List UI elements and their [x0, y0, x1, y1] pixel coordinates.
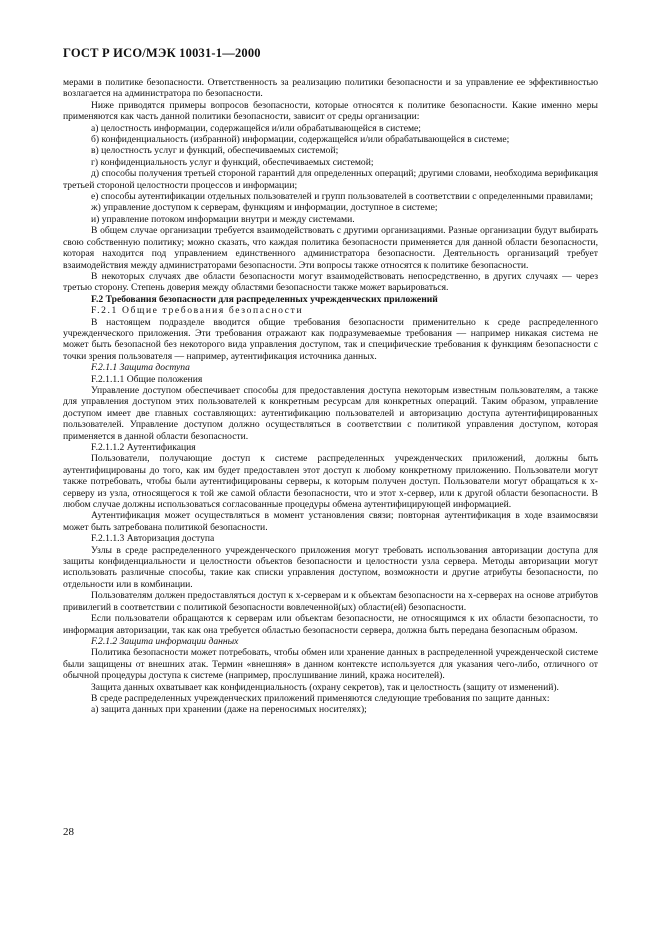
paragraph: В некоторых случаях две области безопасности могут взаимодействовать непосредственно, в других случаях — через третью сторону. Степень доверия между областями безопасности также может варьироваться. [63, 270, 598, 294]
list-item: е) способы аутентификации отдельных пользователей и групп пользователей в соответствии с определенными правилами; [91, 191, 594, 203]
subsection-heading: F.2.1.2 Защита информации данных [91, 635, 239, 647]
list-item: и) управление потоком информации внутри и между системами. [91, 213, 355, 225]
paragraph: Аутентификация может осуществляться в момент установления связи; повторная аутентификация в ходе взаимосвязи может быть затребована политикой безопасности. [63, 510, 598, 533]
list-item: г) конфиденциальность услуг и функций, обеспечиваемых системой; [91, 156, 374, 168]
page-header: ГОСТ Р ИСО/МЭК 10031-1—2000 [63, 46, 261, 60]
list-item: а) защита данных при хранении (даже на переносимых носителях); [91, 704, 367, 716]
list-item: б) конфиденциальность (избранной) информации, содержащейся и/или обрабатывающейся в системе; [91, 134, 510, 146]
paragraph: мерами в политике безопасности. Ответственность за реализацию политики безопасности и за управление ее эффективностью возлагается на администратора по безопасности. [63, 77, 598, 100]
paragraph: В среде распределенных учрежденческих приложений применяются следующие требования по защите данных: [91, 692, 550, 704]
document-body [63, 77, 598, 716]
paragraph: Узлы в среде распределенного учрежденческого приложения могут требовать использования авторизации доступа для защиты конфиденциальности и целостности объектов безопасности и целостности узла сервера. Методы авторизации могут использовать различные способы, такие как списки управления доступом, возможности и другие атрибуты безопасности, по отдельности или в комбинации. [63, 544, 598, 590]
subsection-heading: F.2.1.1 Защита доступа [91, 362, 190, 374]
paragraph: Ниже приводятся примеры вопросов безопасности, которые относятся к политике безопасности. Какие именно меры применяются как часть данной политики безопасности, зависит от среды организации: [63, 99, 598, 123]
page-number: 28 [63, 826, 74, 838]
list-item: ж) управление доступом к серверам, функциям и информации, доступное в системе; [91, 202, 438, 214]
paragraph: Защита данных охватывает как конфиденциальность (охрану секретов), так и целостность (защиту от изменений). [91, 681, 559, 693]
section-heading: F.2 Требования безопасности для распределенных учрежденческих приложений [91, 293, 438, 305]
paragraph: Если пользователи обращаются к серверам или объектам безопасности, не относящимся к их области безопасности, то информация авторизации, так как она требуется областью безопасности сервера, должна быть передана безопасным образом. [63, 613, 598, 636]
paragraph: Управление доступом обеспечивает способы для предоставления доступа некоторым известным пользователям, а также для управления доступом этих пользователей к конкретным ресурсам для конкретных операций. Таким образом, управление доступом имеет две главных составляющих: аутентификацию пользователей и авторизацию доступа аутентифицированных пользователей. Управление доступом должно осуществляться в соответствии с политикой управления доступом, которая применяется в данной области безопасности. [63, 384, 598, 442]
subsection-heading: F.2.1.1.3 Авторизация доступа [91, 533, 215, 545]
paragraph: Политика безопасности может потребовать, чтобы обмен или хранение данных в распределенной учрежденческой системе были защищены от внешних атак. Термин «внешняя» в данном контексте используется для указания чего-либо, отличного от обычной процедуры доступа к системе (например, прослушивание линий, кража носителей). [63, 647, 598, 682]
paragraph: В общем случае организации требуется взаимодействовать с другими организациями. Разные организации будут выбирать свою собственную политику; можно сказать, что каждая политика безопасности применяется для данной области безопасности, которая находится под управлением единственного администратора безопасности. Деятельность организаций требует взаимодействия между администраторами безопасности. Эти вопросы также относятся к политике безопасности. [63, 225, 598, 271]
list-item: в) целостность услуг и функций, обеспечиваемых системой; [91, 145, 339, 157]
list-item: д) способы получения третьей стороной гарантий для определенных операций; другими словами, необходима верификация третьей стороной целостности процессов и информации; [63, 168, 598, 191]
paragraph: В настоящем подразделе вводится общие требования безопасности применительно к среде распределенного учрежденческого приложения. Эти требования отражают как подразумеваемые требования — например никакая система не может быть безопасной без некоторого вида управления доступом, так и специфические требования к функциям безопасности с точки зрения пользователя — например, аутентификация источника данных. [63, 316, 598, 362]
paragraph: Пользователи, получающие доступ к системе распределенных учрежденческих приложений, должны быть аутентифицированы до того, как им будет предоставлен этот доступ к любому конкретному приложению. Пользователи могут также потребовать, чтобы были аутентифицированы серверы, к которым получен доступ. Пользователи могут обращаться к x-серверу из узла, относящегося к той же самой области безопасности, что и этот x-сервер, или к другой области безопасности. В любом случае должны использоваться согласованные процедуры обмена аутентифицирующей информацией. [63, 453, 598, 511]
subsection-heading: F.2.1.1.2 Аутентификация [91, 442, 196, 453]
subsection-heading: F.2.1.1.1 Общие положения [91, 373, 203, 385]
list-item: а) целостность информации, содержащейся и/или обрабатывающейся в системе; [91, 122, 421, 134]
subsection-heading: F.2.1 Общие требования безопасности [91, 305, 304, 317]
paragraph: Пользователям должен предоставляться доступ к x-серверам и к объектам безопасности на x-серверах на основе атрибутов привилегий в соответствии с политикой безопасности вовлеченной(ых) области(ей) безопасности. [63, 590, 598, 613]
